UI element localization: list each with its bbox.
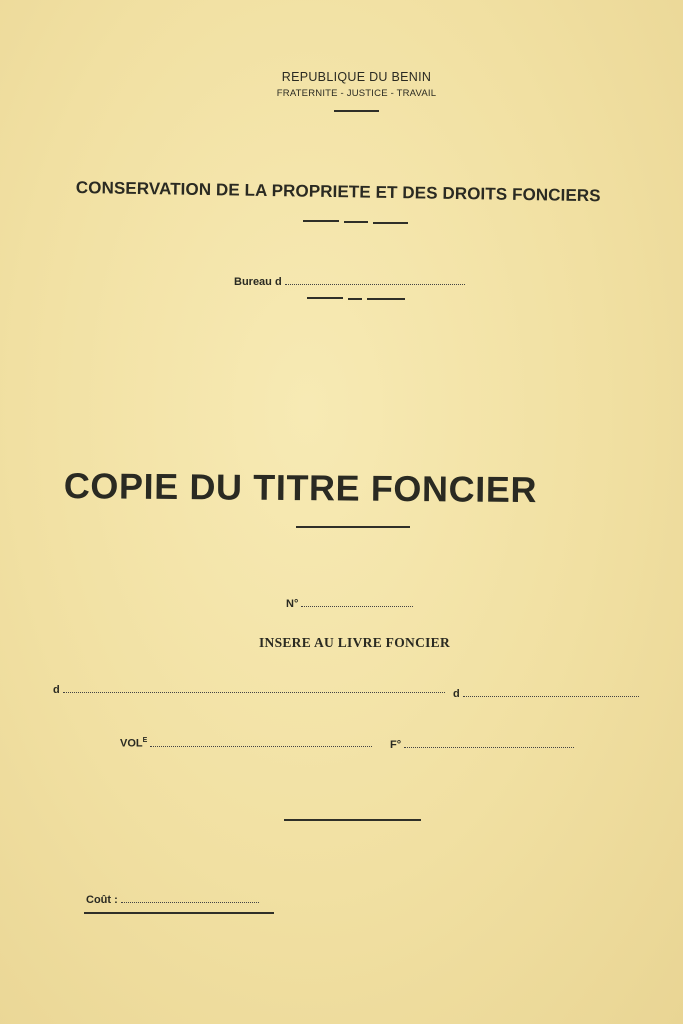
- office-title: CONSERVATION DE LA PROPRIETE ET DES DROITS FONCIERS: [75, 178, 601, 206]
- folio-field: [390, 739, 574, 751]
- folio-label: F°: [390, 739, 402, 751]
- volume-label: VOL: [120, 737, 143, 750]
- volume-field: [120, 737, 372, 750]
- number-field: [286, 598, 413, 610]
- office-divider-1: [303, 220, 339, 222]
- insere-label: INSERE AU LIVRE FONCIER: [258, 635, 451, 650]
- document-title: COPIE DU TITRE FONCIER: [63, 465, 538, 511]
- folio-dotted-line: [404, 746, 574, 748]
- cost-label: Coût :: [86, 894, 118, 906]
- bureau-dotted-line: [285, 283, 465, 285]
- republic-name: REPUBLIQUE DU BENIN: [281, 70, 432, 84]
- number-dotted-line: [301, 605, 413, 607]
- office-divider-2: [344, 221, 368, 223]
- volume-dotted-line: [150, 745, 372, 747]
- volume-superscript: E: [142, 737, 148, 744]
- cost-dotted-line: [121, 901, 259, 903]
- title-divider: [296, 526, 410, 528]
- bureau-divider-2: [348, 298, 362, 300]
- office-divider-3: [373, 222, 408, 224]
- bureau-label: Bureau d: [234, 276, 282, 288]
- header-divider: [334, 110, 379, 112]
- cost-field: [86, 894, 259, 906]
- number-label: N°: [286, 598, 299, 610]
- date-label-2: d: [453, 688, 460, 700]
- signature-line: [284, 819, 421, 821]
- date-dotted-line-2: [463, 695, 639, 697]
- date-field-2: [453, 688, 639, 700]
- date-field-1: [53, 684, 445, 696]
- date-label-1: d: [53, 684, 60, 696]
- national-motto: FRATERNITE - JUSTICE - TRAVAIL: [276, 88, 437, 99]
- date-dotted-line-1: [63, 691, 445, 693]
- cost-underline: [84, 912, 274, 914]
- bureau-field: [234, 276, 465, 288]
- bureau-divider-3: [367, 298, 405, 300]
- bureau-divider-1: [307, 297, 343, 299]
